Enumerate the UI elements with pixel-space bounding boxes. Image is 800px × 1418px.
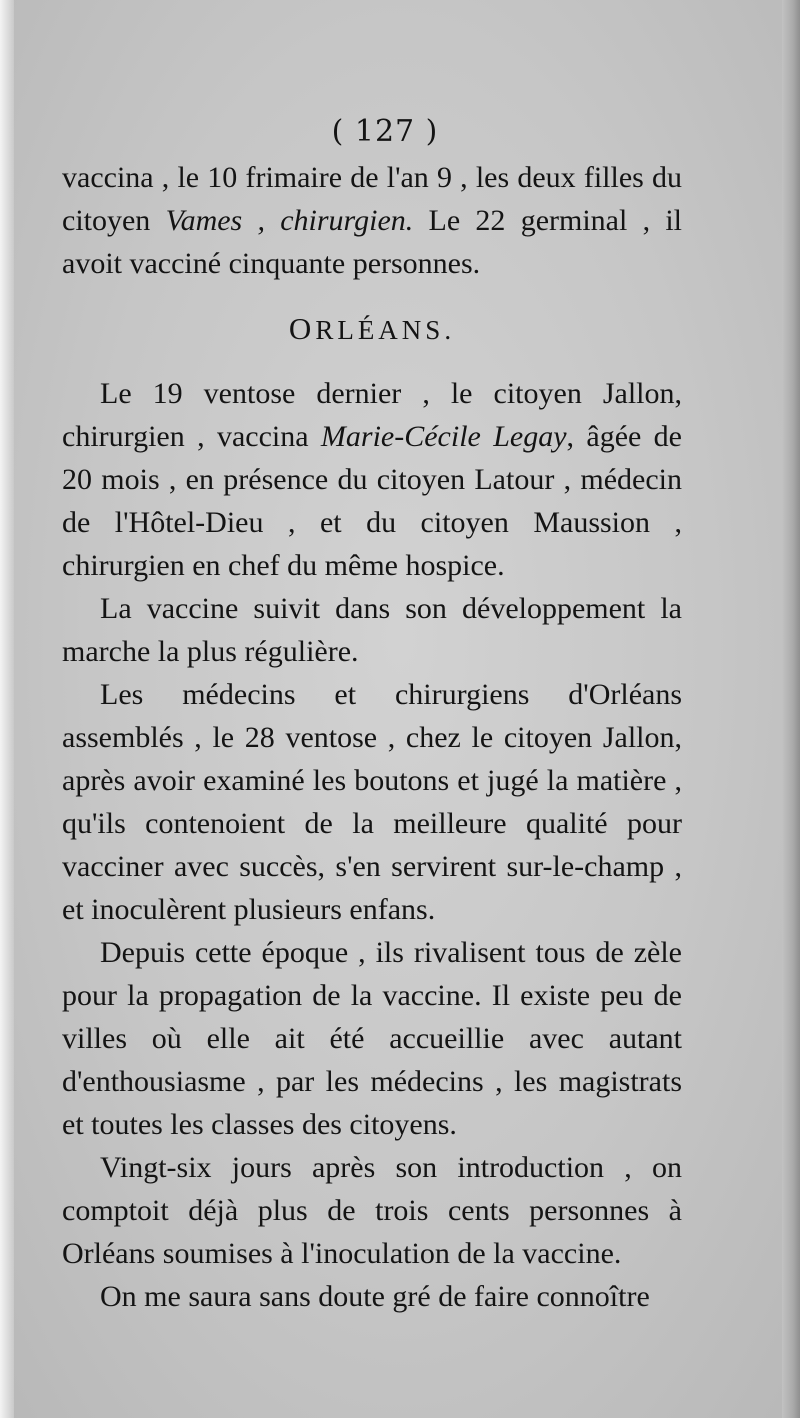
paragraph-text: , âgée de 20 mois , en présence du citoyen Latour , médecin de l'Hôtel-Dieu , et du citoyen Maussion , chirurgien en chef du même hospice. — [62, 420, 682, 582]
page-left-edge — [0, 0, 14, 1418]
text-body — [62, 156, 682, 1318]
paragraph: Depuis cette époque , ils rivalisent tous de zèle pour la propagation de la vaccine. Il existe peu de villes où elle ait été accueillie avec autant d'enthousiasme , par les médecins , les magistrats et toutes les classes des citoyens. — [62, 936, 682, 1141]
paragraph: La vaccine suivit dans son développement la marche la plus régulière. — [62, 592, 682, 668]
page-number: ( 127 ) — [331, 114, 439, 149]
paragraph-continued — [62, 156, 682, 285]
paragraph-text: Le 19 ventose dernier , le citoyen Jallon, chirurgien , vaccina — [62, 377, 682, 453]
italic-name: Marie-Cécile Legay — [320, 420, 567, 453]
paragraph: Vingt-six jours après son introduction , on comptoit déjà plus de trois cents personnes à Orléans soumises à l'inoculation de la vaccine. — [62, 1151, 682, 1270]
italic-name: Vames , chirurgien. — [165, 204, 414, 237]
section-heading — [62, 307, 682, 352]
paragraph-text: vaccina , le 10 frimaire de l'an 9 , les deux filles du citoyen — [62, 161, 682, 237]
paragraph: Les médecins et chirurgiens d'Orléans assemblés , le 28 ventose , chez le citoyen Jallon, après avoir examiné les boutons et jugé la matière , qu'ils contenoient de la meilleure qualité pour vacciner avec succès, s'en servirent sur-le-champ , et inoculèrent plusieurs enfans. — [62, 678, 682, 926]
page-right-edge — [782, 0, 800, 1418]
paragraph — [62, 372, 682, 587]
heading-initial: O — [288, 311, 316, 346]
heading-rest: RLÉANS. — [315, 315, 456, 345]
paragraph-text: Le 22 germinal , il avoit vacciné cinquante personnes. — [62, 204, 682, 280]
paragraph: On me saura sans doute gré de faire connoître — [100, 1280, 650, 1313]
